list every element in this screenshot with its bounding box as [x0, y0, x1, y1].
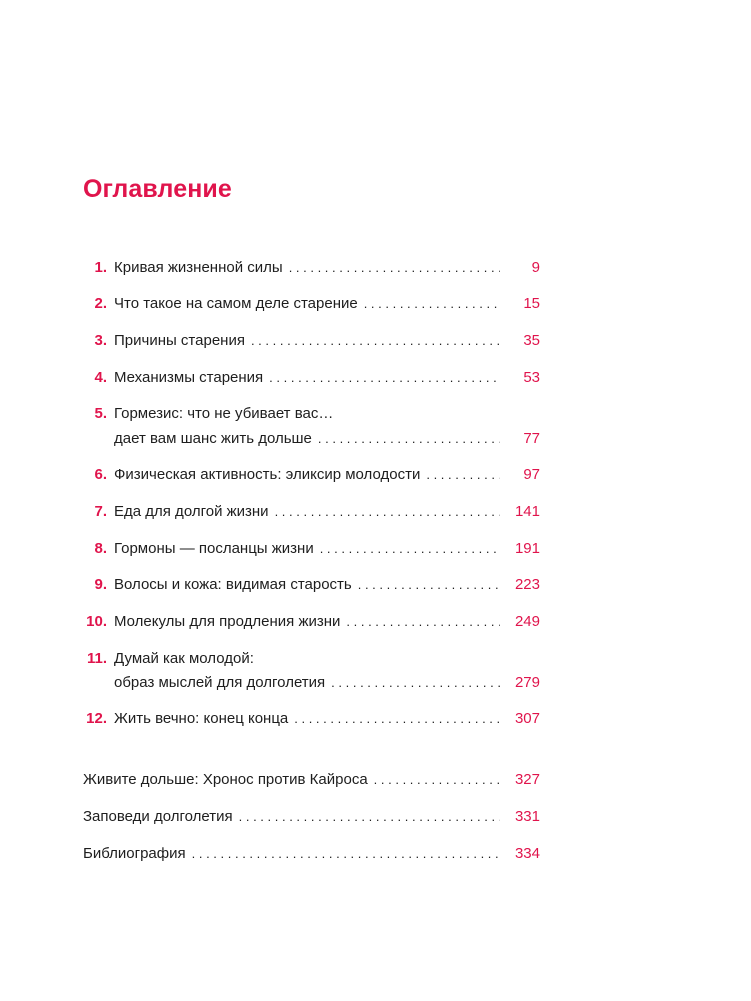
- chapter-number: 5.: [94, 405, 107, 422]
- page-number: 279: [514, 674, 540, 691]
- dot-leader: [245, 331, 500, 351]
- dot-leader: [312, 429, 500, 449]
- toc-line: [114, 502, 500, 522]
- chapter-title: Что такое на самом деле старение: [114, 295, 358, 312]
- toc-line: [114, 575, 500, 595]
- chapter-number: 2.: [94, 295, 107, 312]
- section-title: Живите дольше: Хронос против Кайроса: [83, 771, 368, 788]
- dot-leader: [288, 709, 500, 729]
- page-number: 35: [523, 332, 540, 349]
- section-title: Заповеди долголетия: [83, 808, 233, 825]
- page-number: 9: [531, 259, 540, 276]
- dot-leader: [283, 258, 500, 278]
- chapter-number: 6.: [94, 466, 107, 483]
- chapter-title: Физическая активность: эликсир молодости: [114, 466, 421, 483]
- chapter-title: Волосы и кожа: видимая старость: [114, 576, 352, 593]
- chapter-title-line-1: Гормезис: что не убивает вас…: [114, 405, 334, 422]
- toc-line: [114, 539, 500, 559]
- chapter-title: Механизмы старения: [114, 369, 264, 386]
- toc-line: [83, 844, 500, 864]
- page-number: 97: [523, 466, 540, 483]
- toc-line: [114, 294, 500, 314]
- page-number: 249: [514, 613, 540, 630]
- section-title: Библиография: [83, 845, 186, 862]
- dot-leader: [269, 502, 500, 522]
- chapter-title: Кривая жизненной силы: [114, 259, 283, 276]
- chapter-title: образ мыслей для долголетия: [114, 674, 326, 691]
- chapter-title: Причины старения: [114, 332, 245, 349]
- dot-leader: [186, 844, 500, 864]
- dot-leader: [263, 368, 500, 388]
- page-number: 331: [514, 808, 540, 825]
- toc-line: [114, 673, 500, 693]
- dot-leader: [368, 770, 500, 790]
- chapter-number: 12.: [86, 710, 107, 727]
- chapter-title: Еда для долгой жизни: [114, 503, 269, 520]
- page-number: 53: [523, 369, 540, 386]
- chapter-number: 7.: [94, 503, 107, 520]
- toc-line: [114, 465, 500, 485]
- chapter-title-line-1: Думай как молодой:: [114, 650, 254, 667]
- toc-line: [114, 612, 500, 632]
- chapter-number: 4.: [94, 369, 107, 386]
- page-number: 334: [514, 845, 540, 862]
- page-number: 223: [514, 576, 540, 593]
- dot-leader: [420, 465, 500, 485]
- chapter-number: 1.: [94, 259, 107, 276]
- page-title: Оглавление: [83, 175, 232, 203]
- chapter-number: 11.: [86, 650, 107, 667]
- chapter-number: 9.: [94, 576, 107, 593]
- toc-line: [114, 258, 500, 278]
- page-number: 77: [523, 430, 540, 447]
- dot-leader: [314, 539, 500, 559]
- page-number: 15: [523, 295, 540, 312]
- toc-line: [114, 709, 500, 729]
- chapter-title: Молекулы для продления жизни: [114, 613, 341, 630]
- page-number: 327: [514, 771, 540, 788]
- chapter-number: 10.: [86, 613, 107, 630]
- toc-line: [114, 331, 500, 351]
- dot-leader: [340, 612, 500, 632]
- page-number: 141: [514, 503, 540, 520]
- chapter-title: Жить вечно: конец конца: [114, 710, 289, 727]
- toc-line: [83, 807, 500, 827]
- dot-leader: [358, 294, 500, 314]
- dot-leader: [325, 673, 500, 693]
- chapter-title: дает вам шанс жить дольше: [114, 430, 312, 447]
- dot-leader: [233, 807, 500, 827]
- chapter-number: 8.: [94, 540, 107, 557]
- chapter-number: 3.: [94, 332, 107, 349]
- toc-line: [83, 770, 500, 790]
- page-number: 307: [514, 710, 540, 727]
- chapter-title: Гормоны — посланцы жизни: [114, 540, 314, 557]
- toc-line: [114, 368, 500, 388]
- toc-line: [114, 429, 500, 449]
- dot-leader: [352, 575, 500, 595]
- page-number: 191: [514, 540, 540, 557]
